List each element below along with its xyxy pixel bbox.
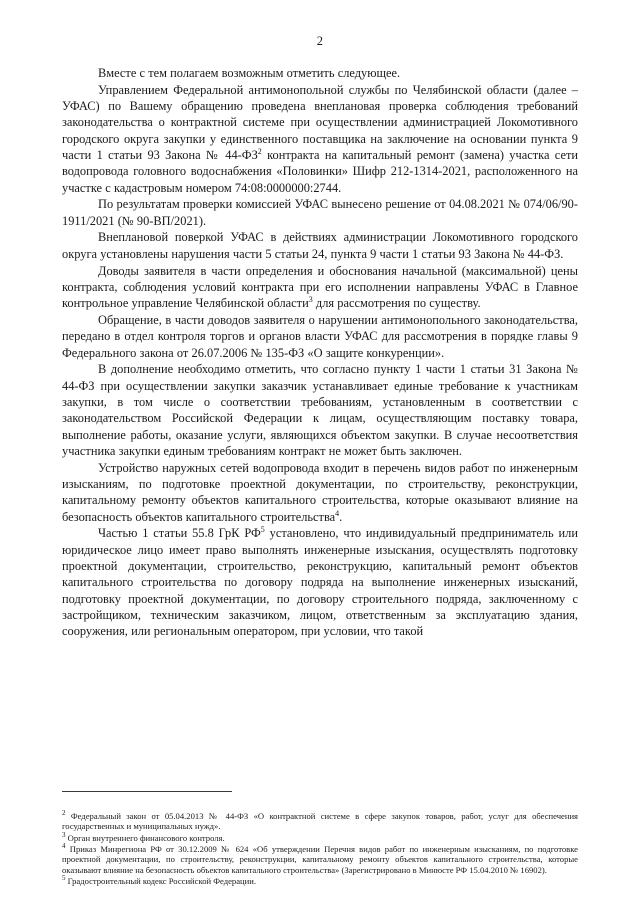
paragraph-text: Устройство наружных сетей водопровода входит в перечень видов работ по инженерным изысканиям, по подготовке проектной документации, по строительству, реконструкции, капитальному ремонту объектов капитального строительства, которые оказывают влияние на безопасность объектов капитального строительства [62,460,578,524]
paragraph-text-cont: установлено, что индивидуальный предприниматель или юридическое лицо имеет право выполнять инженерные изыскания, осуществлять подготовку проектной документации, строительство, реконструкцию, капитальный ремонт объектов капитального строительства по договору подряда на выполнение инженерных изысканий, подготовку проектной документации, по договору строительного подряда, заключенному с застройщиком, техническим заказчиком, лицом, ответственным за эксплуатацию здания, сооружения, или региональным оператором, при условии, что такой [62,526,578,639]
paragraph-7 [62,361,578,459]
footnote-text: Приказ Минрегиона РФ от 30.12.2009 № 624 «Об утверждении Перечня видов работ по инженерным изысканиям, по подготовке проектной документации, по строительству, реконструкции, капитальному ремонту объектов капитального строительства, которые оказывают влияние на безопасность объектов капитального строительства» (Зарегистрировано в Минюсте РФ 15.04.2010 № 16902). [62,843,578,875]
paragraph-text: Обращение, в части доводов заявителя о нарушении антимонопольного законодательства, передано в отдел контроля торгов и органов власти УФАС для рассмотрения в порядке главы 9 Федерального закона от 26.07.2006 № 135-ФЗ «О защите конкуренции». [62,312,578,360]
footnote-item [62,841,578,876]
footnote-marker: 5 [62,874,66,883]
footnote-ref-5[interactable]: 5 [260,525,265,535]
paragraph-9 [62,525,578,639]
paragraph-text: По результатам проверки комиссией УФАС вынесено решение от 04.08.2021 № 074/06/90-1911/2021 (№ 90-ВП/2021). [62,197,578,228]
footnote-ref-4[interactable]: 4 [335,508,340,518]
paragraph-text: Управлением Федеральной антимонопольной службы по Челябинской области (далее – УФАС) по Вашему обращению проведена внеплановая проверка соблюдения требований законодательства о контрактной системе при осуществлении администрацией Локомотивного городского округа закупки у единственного поставщика на заключение на основании пункта 9 части 1 статьи 93 Закона № 44-ФЗ [62,82,578,162]
footnote-item [62,830,578,844]
paragraph-4 [62,229,578,262]
paragraph-text: В дополнение необходимо отметить, что согласно пункту 1 части 1 статьи 31 Закона № 44-ФЗ при осуществлении закупки заказчик устанавливает единые требование к участникам закупки, в том числе о соответствии требованиям, установленным в соответствии с законодательством Российской Федерации к лицам, осуществляющим поставку товара, выполнение работы, оказание услуги, являющихся объектом закупки. В случае несоответствия участника закупки единым требованиям контракт не может быть заключен. [62,362,578,458]
footnote-marker: 2 [62,808,66,817]
paragraph-text-cont: контракта на капитальный ремонт (замена) участка сети водопровода головного водоснабжения «Половинки» Шифр 212-1314-2021, расположенного на участке с кадастровым номером 74:08:0000000:2744. [62,147,579,195]
paragraph-2 [62,82,578,196]
footnote-item [62,876,578,887]
footnote-ref-2[interactable]: 2 [257,146,262,156]
paragraph-3 [62,196,578,229]
paragraph-8 [62,460,578,525]
paragraph-1 [62,65,578,81]
footnote-item [62,808,578,832]
footnote-marker: 3 [62,830,66,839]
footnote-ref-3[interactable]: 3 [308,295,313,305]
paragraph-text-cont: для рассмотрения по существу. [312,296,481,311]
footnote-separator [62,791,232,792]
footnote-text: Федеральный закон от 05.04.2013 № 44-ФЗ «О контрактной системе в сфере закупок товаров, работ, услуг для обеспечения государственных и муниципальных нужд». [62,810,578,832]
paragraph-text: Частью 1 статьи 55.8 ГрК РФ [98,526,261,541]
paragraph-text-cont: . [339,509,343,524]
footnotes-area [62,808,578,887]
paragraph-text: Вместе с тем полагаем возможным отметить следующее. [98,66,401,80]
document-body [62,65,578,639]
footnote-text: Градостроительный кодекс Российской Федерации. [67,875,256,886]
paragraph-text: Доводы заявителя в части определения и обоснования начальной (максимальной) цены контракта, соблюдения условий контракта при его исполнении направлены УФАС в Главное контрольное управление Челябинской области [62,263,578,311]
footnote-text: Орган внутреннего финансового контроля. [67,832,225,843]
paragraph-text: Внеплановой поверкой УФАС в действиях администрации Локомотивного городского округа установлены нарушения части 5 статьи 24, пункта 9 части 1 статьи 93 Закона № 44-ФЗ. [62,230,578,261]
paragraph-6 [62,312,578,361]
page-number: 2 [316,34,324,48]
paragraph-5 [62,263,578,312]
footnote-marker: 4 [62,841,66,850]
